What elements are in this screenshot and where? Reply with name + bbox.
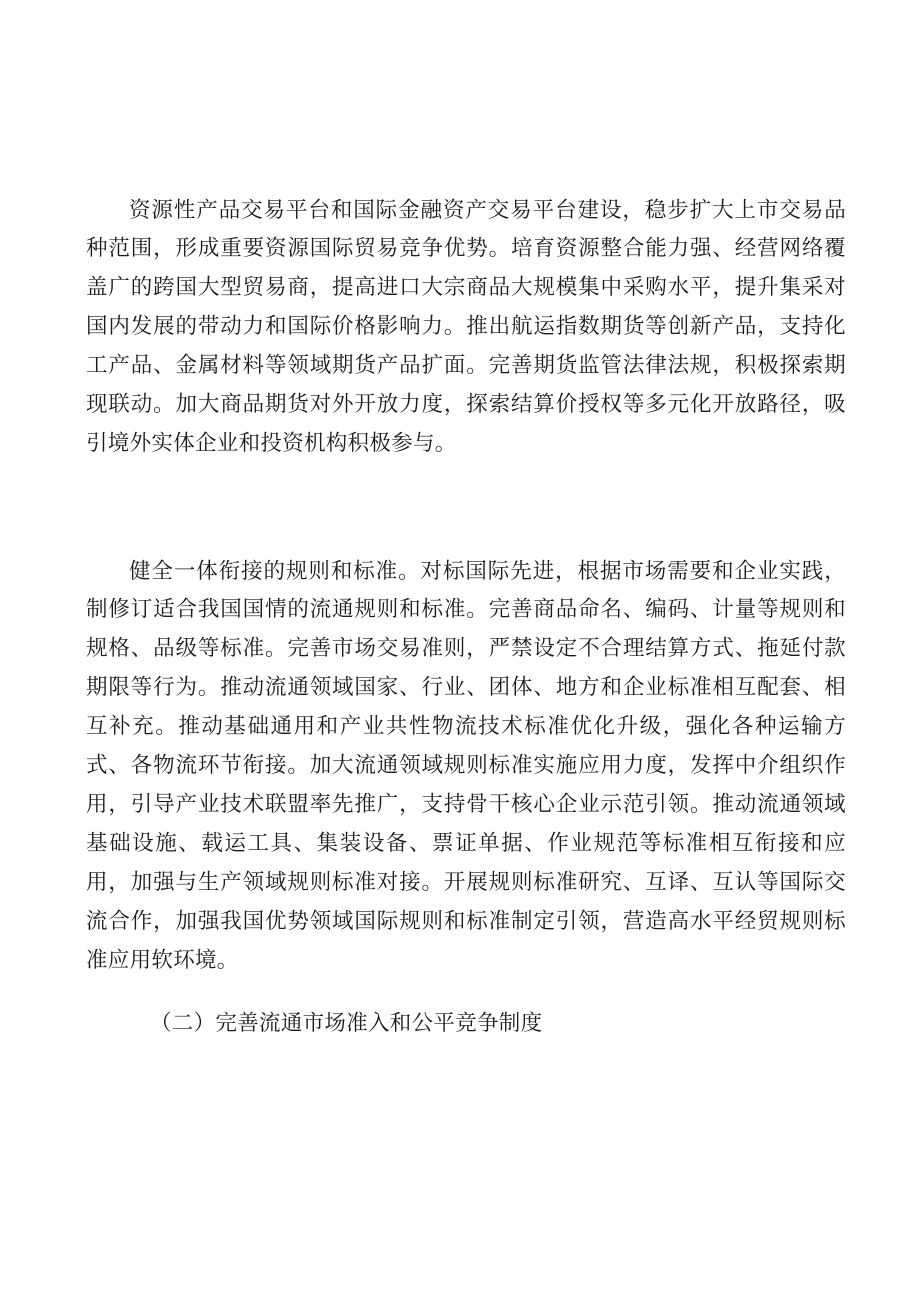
body-paragraph: 健全一体衔接的规则和标准。对标国际先进，根据市场需要和企业实践，制修订适合我国国情的流通规则和标准。完善商品命名、编码、计量等规则和规格、品级等标准。完善市场交易准则，严禁设定不合理结算方式、拖延付款期限等行为。推动流通领域国家、行业、团体、地方和企业标准相互配套、相互补充。推动基础通用和产业共性物流技术标准优化升级，强化各种运输方式、各物流环节衔接。加大流通领域规则标准实施应用力度，发挥中介组织作用，引导产业技术联盟率先推广，支持骨干核心企业示范引领。推动流通领域基础设施、载运工具、集装设备、票证单据、作业规范等标准相互衔接和应用，加强与生产领域规则标准对接。开展规则标准研究、互译、互认等国际交流合作，加强我国优势领域国际规则和标准制定引领，营造高水平经贸规则标准应用软环境。 (86, 558, 846, 973)
section-heading: （二）完善流通市场准入和公平竞争制度 (150, 1011, 543, 1036)
body-paragraph: 资源性产品交易平台和国际金融资产交易平台建设，稳步扩大上市交易品种范围，形成重要资源国际贸易竞争优势。培育资源整合能力强、经营网络覆盖广的跨国大型贸易商，提高进口大宗商品大规模集中采购水平，提升集采对国内发展的带动力和国际价格影响力。推出航运指数期货等创新产品，支持化工产品、金属材料等领域期货产品扩面。完善期货监管法律法规，积极探索期现联动。加大商品期货对外开放力度，探索结算价授权等多元化开放路径，吸引境外实体企业和投资机构积极参与。 (86, 197, 846, 456)
